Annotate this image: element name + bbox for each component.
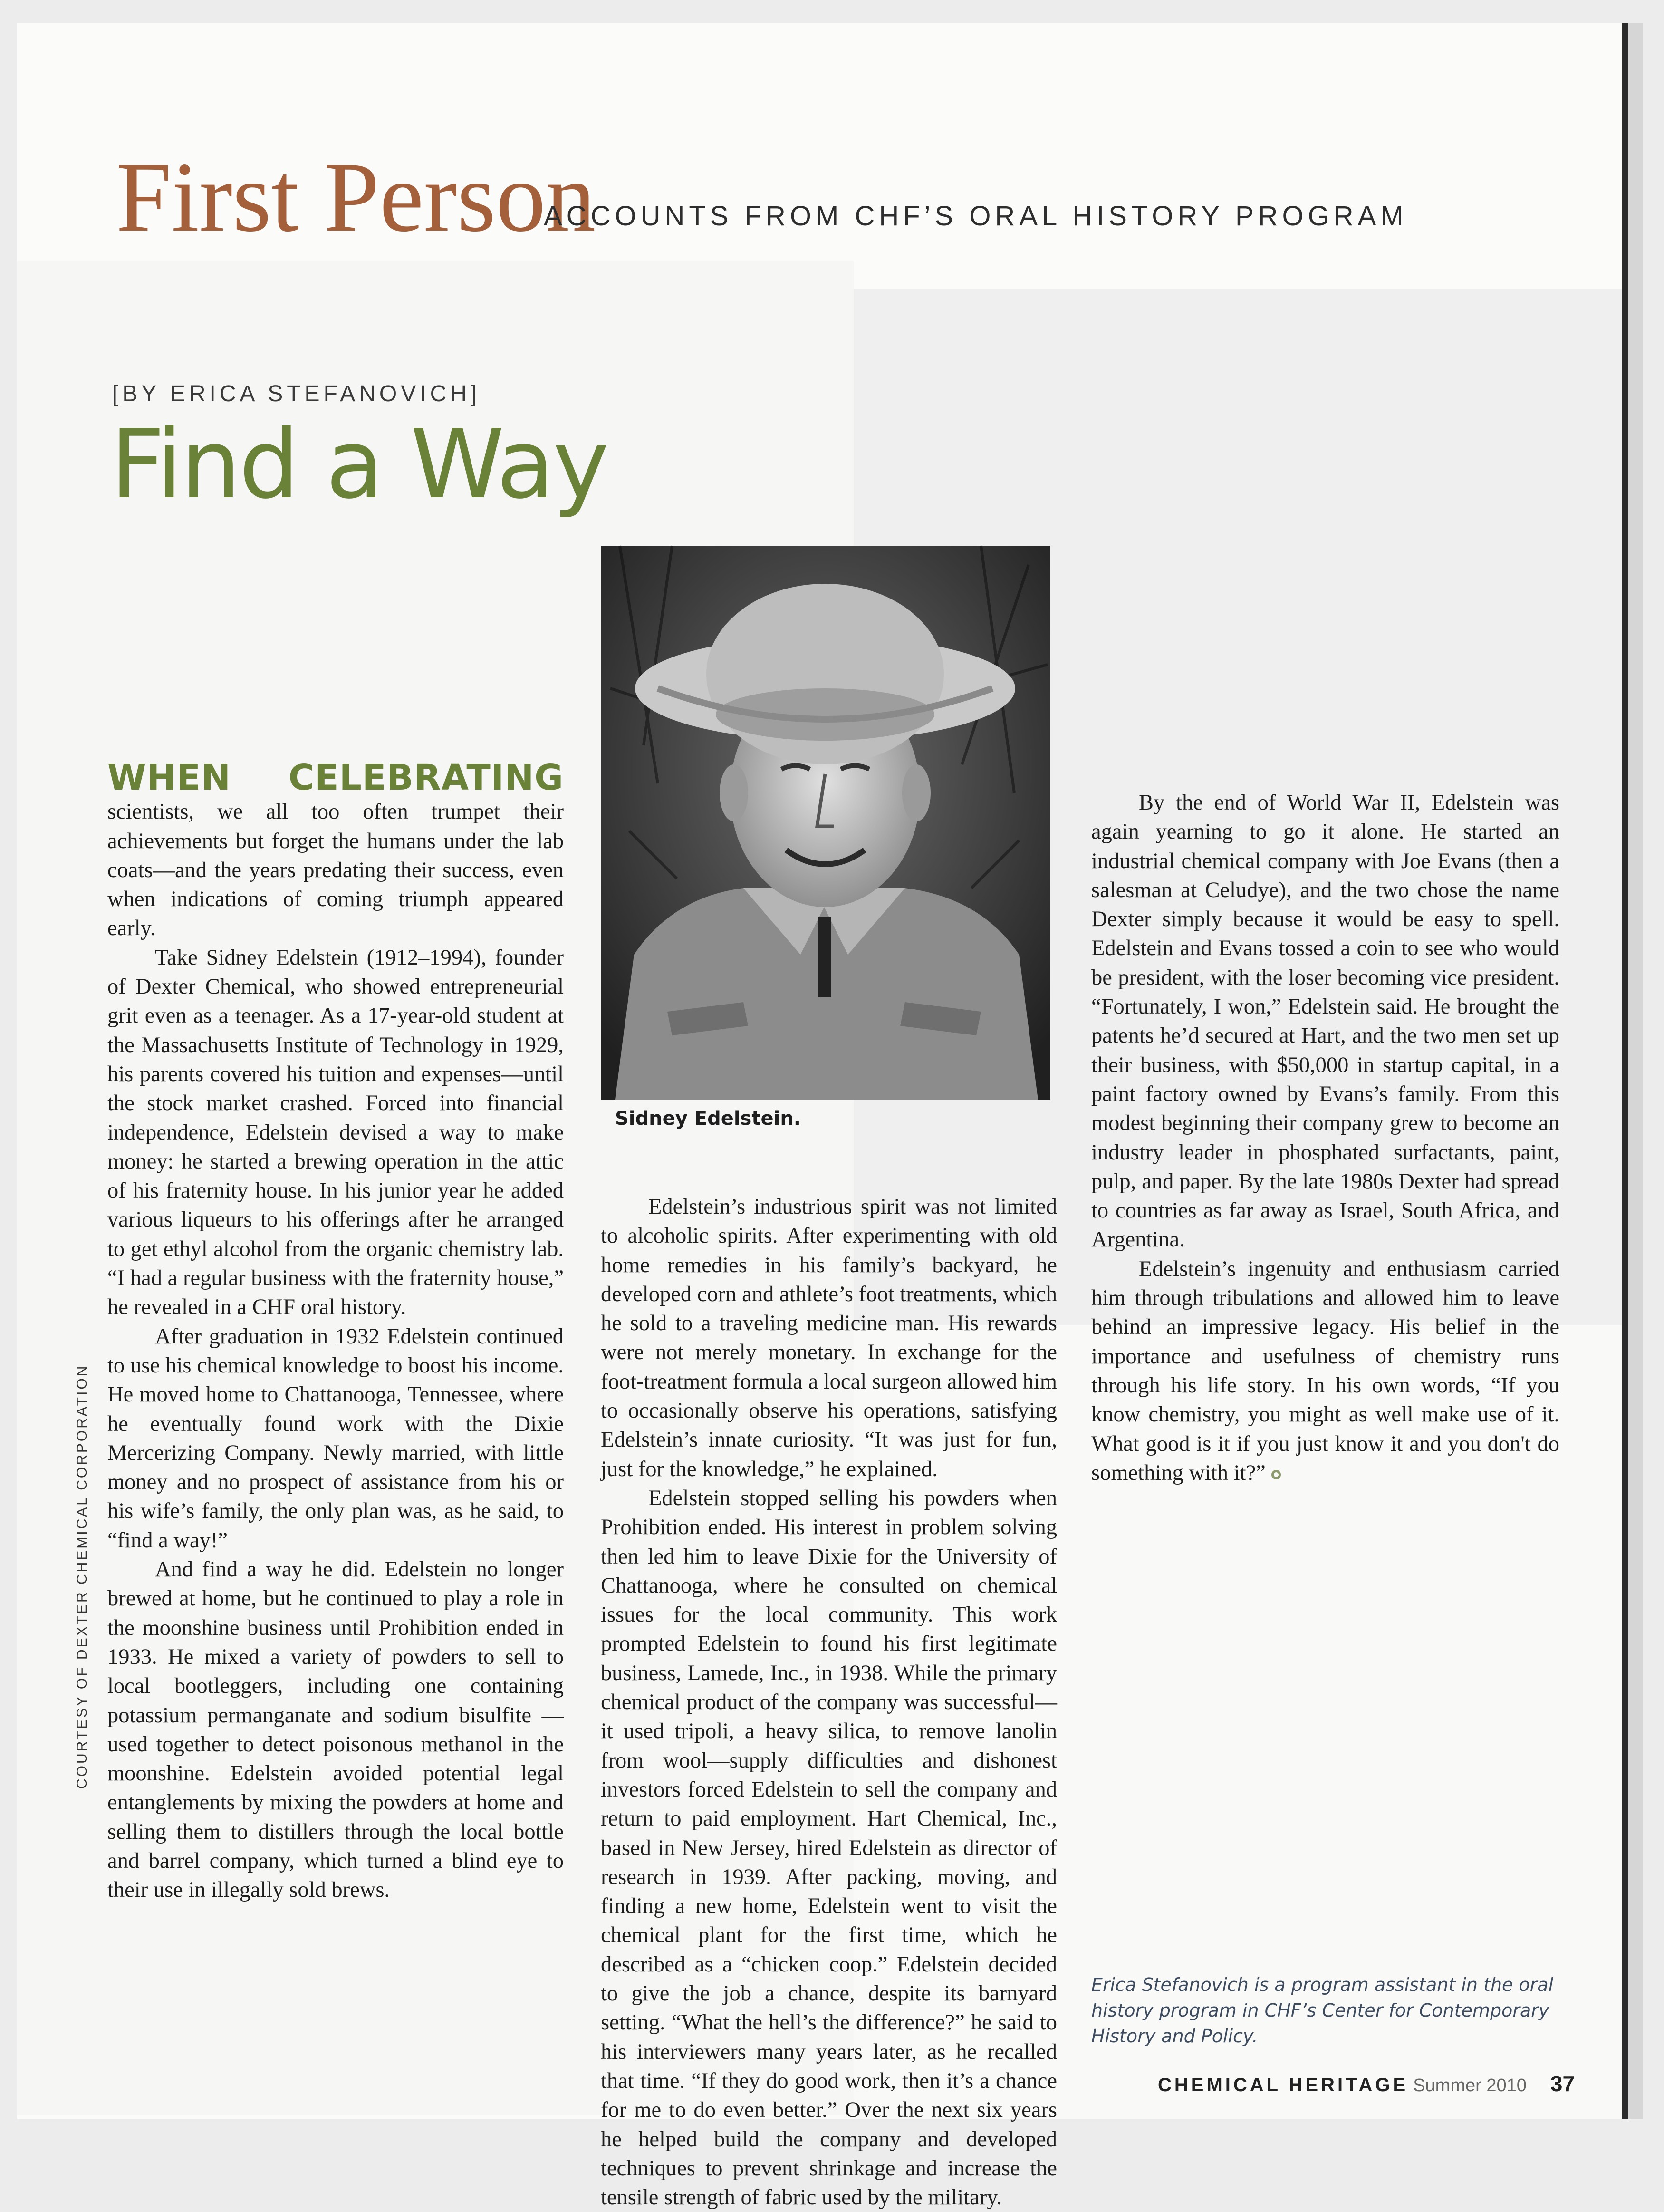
- headline: Find a Way: [110, 409, 607, 520]
- section-title: First Person: [116, 142, 596, 252]
- lead-paragraph: [107, 757, 564, 943]
- binding-edge: [1622, 23, 1628, 2119]
- byline: [BY ERICA STEFANOVICH]: [112, 381, 481, 406]
- section-subtitle: ACCOUNTS FROM CHF’S ORAL HISTORY PROGRAM: [544, 201, 1408, 232]
- portrait-photo: [601, 546, 1050, 1100]
- page-footer: [1158, 2069, 1575, 2098]
- paragraph-6: Edelstein stopped selling his powders when Prohibition ended. His interest in problem solving then led him to leave Dixie for the University of Chattanooga, where he consulted on chemical issues for the local community. This work prompted Edelstein to found his first legitimate business, Lamede, Inc., in 1938. While the primary chemical product of the company was successful—it used tripoli, a heavy silica, to remove lanolin from wool—supply difficulties and dishonest investors forced Edelstein to sell the company and return to paid employment. Hart Chemical, Inc., based in New Jersey, hired Edelstein as director of research in 1939. After packing, moving, and finding a new home, Edelstein went to visit the chemical plant for the first time, which he described as a “chicken coop.” Edelstein decided to give the job a chance, despite its barnyard setting. “What the hell’s the difference?” he said to his interviewers many years later, as he recalled that time. “If they do good work, then it’s a chance for me to do even better.” Over the next six years he helped build the company and developed techniques to prevent shrinkage and increase the tensile strength of fabric used by the military.: [601, 1486, 1057, 2210]
- lead-in: WHEN CELEBRATING: [107, 757, 564, 798]
- photo-caption: Sidney Edelstein.: [615, 1108, 801, 1130]
- page-edge-shade: [1628, 23, 1643, 2119]
- paragraph-2: Take Sidney Edelstein (1912–1994), founder of Dexter Chemical, who showed entrepreneurial grit even as a teenager. As a 17-year-old student at the Massachusetts Institute of Technology in 1929, his parents covered his tuition and expenses—until the stock market crashed. Forced into financial independence, Edelstein devised a way to make money: he started a brewing operation in the attic of his fraternity house. In his junior year he added various liqueurs to his offerings after he arranged to get ethyl alcohol from the organic chemistry lab. “I had a regular business with the fraternity house,” he revealed in a CHF oral history.: [107, 945, 564, 1320]
- paragraph-7: By the end of World War II, Edelstein was again yearning to go it alone. He started an industrial chemical company with Joe Evans (then a salesman at Celudye), and the two chose the name Dexter simply because it would be easy to spell. Edelstein and Evans tossed a coin to see who would be president, with the loser becoming vice president. “Fortunately, I won,” Edelstein said. He brought the patents he’d secured at Hart, and the two men set up their business, with $50,000 in startup capital, in a paint factory owned by Evans’s family. From this modest beginning their company grew to become an industry leader in phosphated surfactants, paint, pulp, and paper. By the late 1980s Dexter had spread to countries as far away as Israel, South Africa, and Argentina.: [1091, 791, 1559, 1252]
- end-of-article-circle-icon: [1271, 1470, 1281, 1479]
- paragraph-3: After graduation in 1932 Edelstein continued to use his chemical knowledge to boost his income. He moved home to Chattanooga, Tennessee, where he eventually found work with the Dixie Mercerizing Company. Newly married, with little money and no prospect of assistance from his or his wife’s family, the only plan was, as he said, to “find a way!”: [107, 1324, 564, 1553]
- page-number: 37: [1550, 2071, 1575, 2096]
- lead-paragraph-text: scientists, we all too often trumpet their achievements but forget the humans under the lab coats—and the years predating their success, even when indications of coming triumph appeared early.: [107, 800, 564, 941]
- paragraph-4: And find a way he did. Edelstein no longer brewed at home, but he continued to play a role in the moonshine business until Prohibition ended in 1933. He mixed a variety of powders to sell to local bootleggers, including one containing potassium permanganate and sodium bisulfite —used together to detect poisonous methanol in the moonshine. Edelstein avoided potential legal entanglements by mixing the powders at home and selling them to distillers through the local bottle and barrel company, which turned a blind eye to their use in illegally sold brews.: [107, 1557, 564, 1903]
- paragraph-5: Edelstein’s industrious spirit was not limited to alcoholic spirits. After experimenting with old home remedies in his family’s backyard, he developed corn and athlete’s foot treatments, which he sold to a traveling medicine man. His rewards were not merely monetary. In exchange for the foot-treatment formula a local surgeon allowed him to occasionally observe his operations, satisfying Edelstein’s innate curiosity. “It was just for fun, just for the knowledge,” he explained.: [601, 1195, 1057, 1481]
- final-paragraph: [1091, 1255, 1559, 1488]
- footer-publication: CHEMICAL HERITAGE: [1158, 2075, 1409, 2096]
- footer-issue: Summer 2010: [1413, 2076, 1527, 2096]
- final-paragraph-text: Edelstein’s ingenuity and enthusiasm carried him through tribulations and allowed him to leave behind an impressive legacy. His belief in the importance and usefulness of chemistry runs through his life story. In his own words, “If you know chemistry, you might as well make use of it. What good is it if you just know it and you don't do something with it?”: [1091, 1256, 1559, 1485]
- article-column-2: [601, 1192, 1057, 2212]
- portrait-illustration: [601, 546, 1050, 1100]
- author-note: Erica Stefanovich is a program assistant in the oral history program in CHF’s Center for Contemporary History and Policy.: [1091, 1974, 1554, 2047]
- magazine-page: [17, 23, 1643, 2210]
- photo-credit: COURTESY OF DEXTER CHEMICAL CORPORATION: [74, 1364, 90, 1789]
- article-column-1: [107, 757, 564, 1905]
- article-column-3: [1091, 788, 1559, 1488]
